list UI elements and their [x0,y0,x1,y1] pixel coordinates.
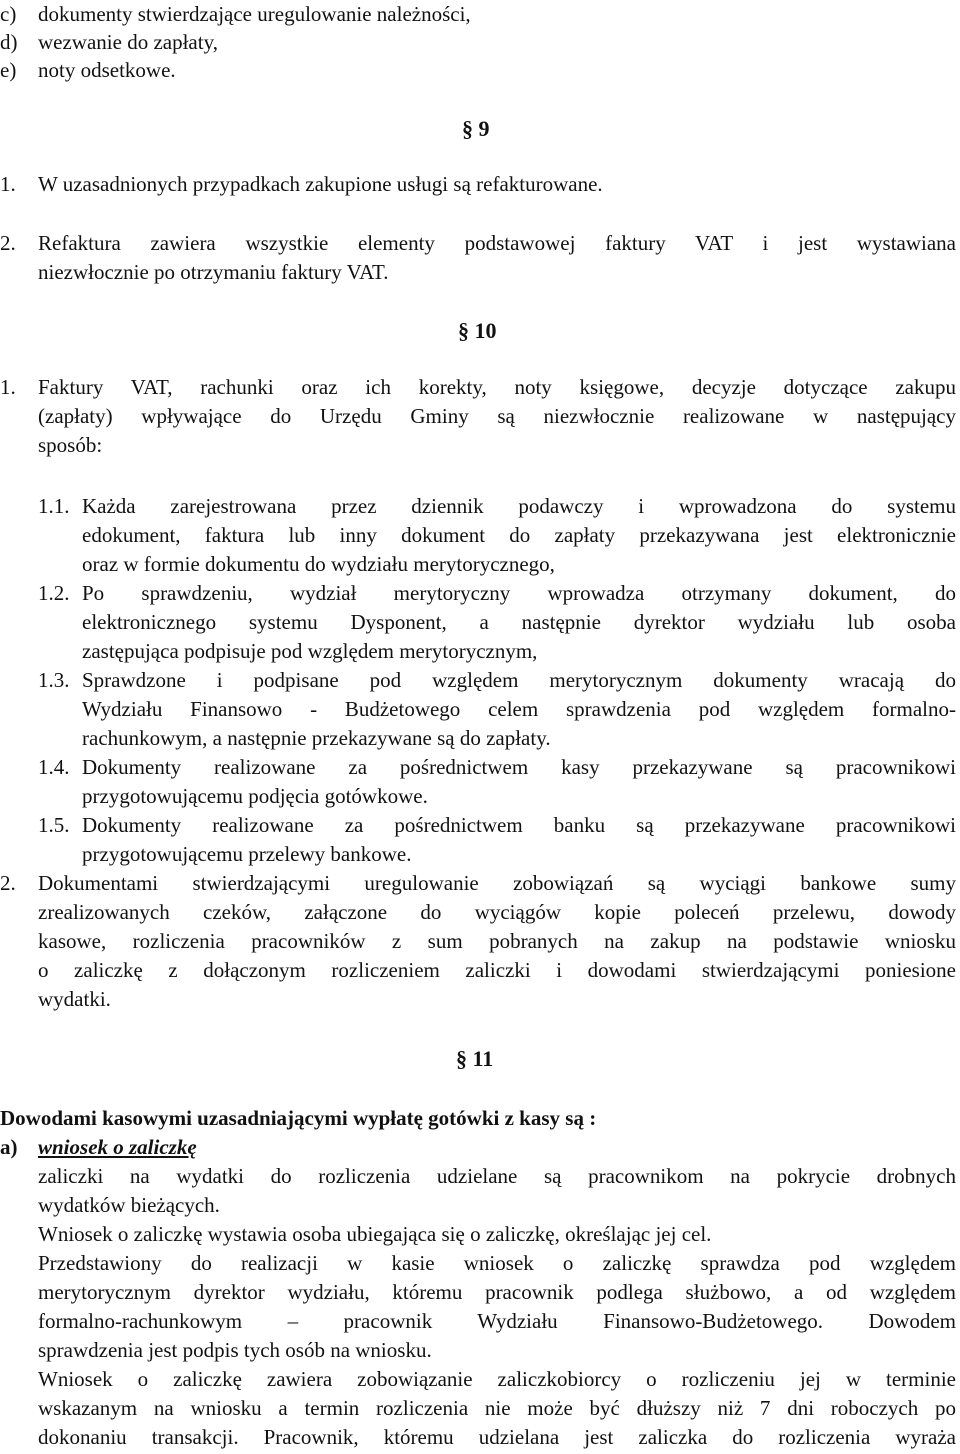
paragraph-line: sprawdzenia jest podpis tych osób na wniosku. [38,1338,432,1362]
paragraph-line: Dokumenty realizowane za pośrednictwem kasy przekazywane są pracownikowi [82,755,956,779]
list-item-text: wezwanie do zapłaty, [38,30,218,54]
subitem-marker: 1.5. [38,813,70,837]
item-marker: a) [0,1135,18,1159]
list-marker: c) [0,2,17,26]
paragraph-line: Wniosek o zaliczkę zawiera zobowiązanie zaliczkobiorcy o rozliczeniu jej w terminie [38,1367,956,1391]
paragraph-line: zastępująca podpisuje pod względem merytorycznym, [82,639,538,663]
paragraph-line: kasowe, rozliczenia pracowników z sum pobranych na zakup na podstawie wniosku [38,929,956,953]
subitem-marker: 1.2. [38,581,70,605]
section-11-label: § 11 [456,1046,494,1071]
paragraph-line: sposób: [38,433,103,457]
paragraph-line: (zapłaty) wpływające do Urzędu Gminy są niezwłocznie realizowane w następujący [38,404,956,428]
item-marker: 2. [0,871,16,895]
paragraph-line: przygotowującemu podjęcia gotówkowe. [82,784,428,808]
subitem-marker: 1.3. [38,668,70,692]
paragraph-line: Faktury VAT, rachunki oraz ich korekty, noty księgowe, decyzje dotyczące zakupu [38,375,956,399]
section-9-label: § 9 [462,116,490,141]
paragraph-line: elektronicznego systemu Dysponent, a następnie dyrektor wydziału lub osoba [82,610,956,634]
section-heading: Dowodami kasowymi uzasadniającymi wypłatę gotówki z kasy są : [0,1106,597,1130]
paragraph-line: niezwłocznie po otrzymaniu faktury VAT. [38,260,389,284]
paragraph-line: dokonaniu transakcji. Pracownik, któremu udzielana jest zaliczka do rozliczenia wyraża [38,1425,956,1449]
list-marker: d) [0,30,18,54]
list-item-text: noty odsetkowe. [38,58,176,82]
paragraph-line: merytorycznym dyrektor wydziału, któremu pracownik podlega służbowo, a od względem [38,1280,956,1304]
item-marker: 1. [0,375,16,399]
paragraph-line: Dokumenty realizowane za pośrednictwem banku są przekazywane pracownikowi [82,813,956,837]
paragraph-line: przygotowującemu przelewy bankowe. [82,842,412,866]
paragraph-line: wydatki. [38,987,111,1011]
item-marker: 2. [0,231,16,255]
subitem-marker: 1.1. [38,494,70,518]
paragraph-line: rachunkowym, a następnie przekazywane są do zapłaty. [82,726,551,750]
paragraph-line: o zaliczkę z dołączonym rozliczeniem zaliczki i dowodami stwierdzającymi poniesione [38,958,956,982]
paragraph-line: oraz w formie dokumentu do wydziału merytorycznego, [82,552,555,576]
list-marker: e) [0,58,17,82]
paragraph-line: zaliczki na wydatki do rozliczenia udzielane są pracownikom na pokrycie drobnych [38,1164,956,1188]
paragraph-line: Wniosek o zaliczkę wystawia osoba ubiegająca się o zaliczkę, określając jej cel. [38,1222,712,1246]
list-item-text: dokumenty stwierdzające uregulowanie należności, [38,2,471,26]
paragraph-line: zrealizowanych czeków, załączone do wyciągów kopie poleceń przelewu, dowody [38,900,956,924]
section-10-label: § 10 [458,318,497,343]
paragraph-line: Refaktura zawiera wszystkie elementy podstawowej faktury VAT i jest wystawiana [38,231,956,255]
paragraph-line: Przedstawiony do realizacji w kasie wniosek o zaliczkę sprawdza pod względem [38,1251,956,1275]
item-marker: 1. [0,172,16,196]
paragraph-line: Każda zarejestrowana przez dziennik podawczy i wprowadzona do systemu [82,494,956,518]
paragraph-line: Sprawdzone i podpisane pod względem merytorycznym dokumenty wracają do [82,668,956,692]
subitem-marker: 1.4. [38,755,70,779]
paragraph-line: wydatków bieżących. [38,1193,220,1217]
paragraph-line: wskazanym na wniosku a termin rozliczenia nie może być dłuższy niż 7 dni roboczych po [38,1396,956,1420]
paragraph-line: W uzasadnionych przypadkach zakupione usługi są refakturowane. [38,172,603,196]
paragraph-line: edokument, faktura lub inny dokument do zapłaty przekazywana jest elektronicznie [82,523,956,547]
paragraph-line: Po sprawdzeniu, wydział merytoryczny wprowadza otrzymany dokument, do [82,581,956,605]
item-title: wniosek o zaliczkę [38,1135,197,1159]
paragraph-line: Wydziału Finansowo - Budżetowego celem sprawdzenia pod względem formalno- [82,697,956,721]
paragraph-line: Dokumentami stwierdzającymi uregulowanie zobowiązań są wyciągi bankowe sumy [38,871,956,895]
paragraph-line: formalno-rachunkowym – pracownik Wydziału Finansowo-Budżetowego. Dowodem [38,1309,956,1333]
